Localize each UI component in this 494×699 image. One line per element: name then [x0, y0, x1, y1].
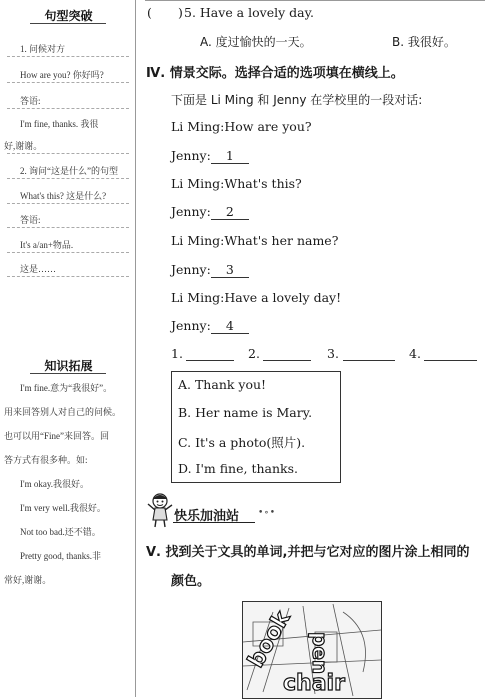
dialogue-text: Have a lovely day!: [224, 290, 342, 305]
answer-blank-4[interactable]: [424, 360, 477, 361]
speaker-name: Jenny:: [171, 262, 211, 277]
sidebar-subtitle-what: 2. 询问“这是什么”的句型: [20, 166, 118, 176]
dialogue-line: [171, 290, 341, 305]
section-title-sentence-patterns: 句型突破: [44, 9, 93, 23]
sidebar-question-2: What's this? 这是什么?: [20, 191, 107, 201]
sidebar: [0, 0, 137, 697]
banner-title: 快乐加油站: [174, 509, 240, 524]
sidebar-divider: [7, 153, 129, 154]
sidebar-answer-label-1: 答语:: [20, 96, 41, 106]
sidebar-divider: [7, 56, 129, 57]
sidebar-knowledge-line: I'm very well.我很好。: [20, 503, 106, 513]
sidebar-knowledge-line: 也可以用“Fine”来回答。回: [4, 431, 109, 441]
section-title-knowledge: 知识拓展: [44, 359, 93, 373]
sidebar-knowledge-line: 常好,谢谢。: [4, 575, 52, 585]
sidebar-knowledge-line: 用来回答别人对自己的问候。: [4, 407, 122, 417]
sidebar-answer-label-2: 答语:: [20, 215, 41, 225]
speaker-name: Li Ming:: [171, 290, 225, 305]
sidebar-knowledge-line: 答方式有很多种。如:: [4, 455, 88, 465]
option-a: A. Thank you!: [178, 377, 267, 392]
sidebar-divider: [7, 178, 129, 179]
dialogue-text: What's her name?: [224, 233, 339, 248]
sidebar-divider: [7, 276, 129, 277]
answer-number-2: 2.: [248, 346, 260, 361]
answer-blank-1[interactable]: [186, 360, 234, 361]
speaker-name: Jenny:: [171, 318, 211, 333]
dialogue-text: What's this?: [224, 176, 302, 191]
speaker-name: Li Ming:: [171, 176, 225, 191]
sidebar-answer-1-cont: 好,谢谢。: [4, 141, 43, 151]
answer-blank-2[interactable]: [263, 360, 311, 361]
speaker-name: Li Ming:: [171, 233, 225, 248]
dialogue-text: How are you?: [224, 119, 312, 134]
sidebar-answer-2-cn: 这是……: [20, 264, 57, 274]
speaker-name: Jenny:: [171, 204, 211, 219]
speaker-name: Li Ming:: [171, 119, 225, 134]
sidebar-subtitle-greeting: 1. 问候对方: [20, 44, 66, 54]
option-d: D. I'm fine, thanks.: [178, 461, 298, 476]
sidebar-divider: [7, 227, 129, 228]
dialogue-line: [171, 318, 249, 334]
speaker-name: Jenny:: [171, 148, 211, 163]
dialogue-intro: 下面是 Li Ming 和 Jenny 在学校里的一段对话:: [171, 93, 423, 107]
sidebar-knowledge-line: Not too bad.还不错。: [20, 527, 101, 537]
question-5-option-a: A. 度过愉快的一天。: [200, 35, 312, 49]
section-5-title: Ⅴ. 找到关于文具的单词,并把与它对应的图片涂上相同的: [146, 545, 470, 560]
dialogue-line: [171, 176, 302, 191]
dialogue-line: [171, 119, 312, 134]
dialogue-blank[interactable]: 4: [211, 319, 249, 334]
dialogue-line: [171, 262, 249, 278]
svg-text:pen: pen: [308, 632, 332, 675]
question-5-text: 5. Have a lovely day.: [184, 5, 314, 20]
answer-blank-3[interactable]: [343, 360, 395, 361]
stationery-picture: [242, 601, 382, 699]
option-c: C. It's a photo(照片).: [178, 435, 306, 450]
section-4-title: Ⅳ. 情景交际。选择合适的选项填在横线上。: [146, 66, 404, 81]
dialogue-blank[interactable]: 2: [211, 205, 249, 220]
dialogue-line: [171, 204, 249, 220]
question-5-paren-close: ): [178, 5, 183, 20]
sidebar-knowledge-line: Pretty good, thanks.非: [20, 551, 101, 561]
question-5-paren-open: (: [147, 5, 152, 20]
sidebar-separator: [135, 0, 136, 697]
svg-text:book: book: [243, 607, 296, 673]
svg-text:chair: chair: [283, 671, 345, 696]
sidebar-divider: [7, 108, 129, 109]
sidebar-divider: [7, 252, 129, 253]
answer-number-1: 1.: [171, 346, 183, 361]
sidebar-divider: [7, 82, 129, 83]
dialogue-blank[interactable]: 1: [211, 149, 249, 164]
answer-number-4: 4.: [409, 346, 421, 361]
sidebar-question-1: How are you? 你好吗?: [20, 70, 104, 80]
mascot-icon: [146, 492, 174, 528]
sidebar-answer-1: I'm fine, thanks. 我很: [20, 119, 99, 129]
dialogue-line: [171, 148, 249, 164]
answer-number-3: 3.: [327, 346, 339, 361]
dialogue-blank[interactable]: 3: [211, 263, 249, 278]
sidebar-knowledge-line: I'm okay.我很好。: [20, 479, 90, 489]
question-5-option-b: B. 我很好。: [392, 35, 456, 49]
section-5-title-cont: 颜色。: [171, 574, 211, 589]
option-b: B. Her name is Mary.: [178, 405, 313, 420]
banner-underline: [173, 522, 255, 523]
sidebar-knowledge-line: I'm fine.意为“我很好”。: [20, 383, 113, 393]
sidebar-divider: [7, 203, 129, 204]
stationery-picture-drawing: [243, 602, 381, 698]
top-rule: [145, 0, 485, 1]
banner-decoration-icon: •∘•: [258, 508, 277, 518]
dialogue-line: [171, 233, 338, 248]
sidebar-answer-2: It's a/an+物品.: [20, 240, 74, 250]
